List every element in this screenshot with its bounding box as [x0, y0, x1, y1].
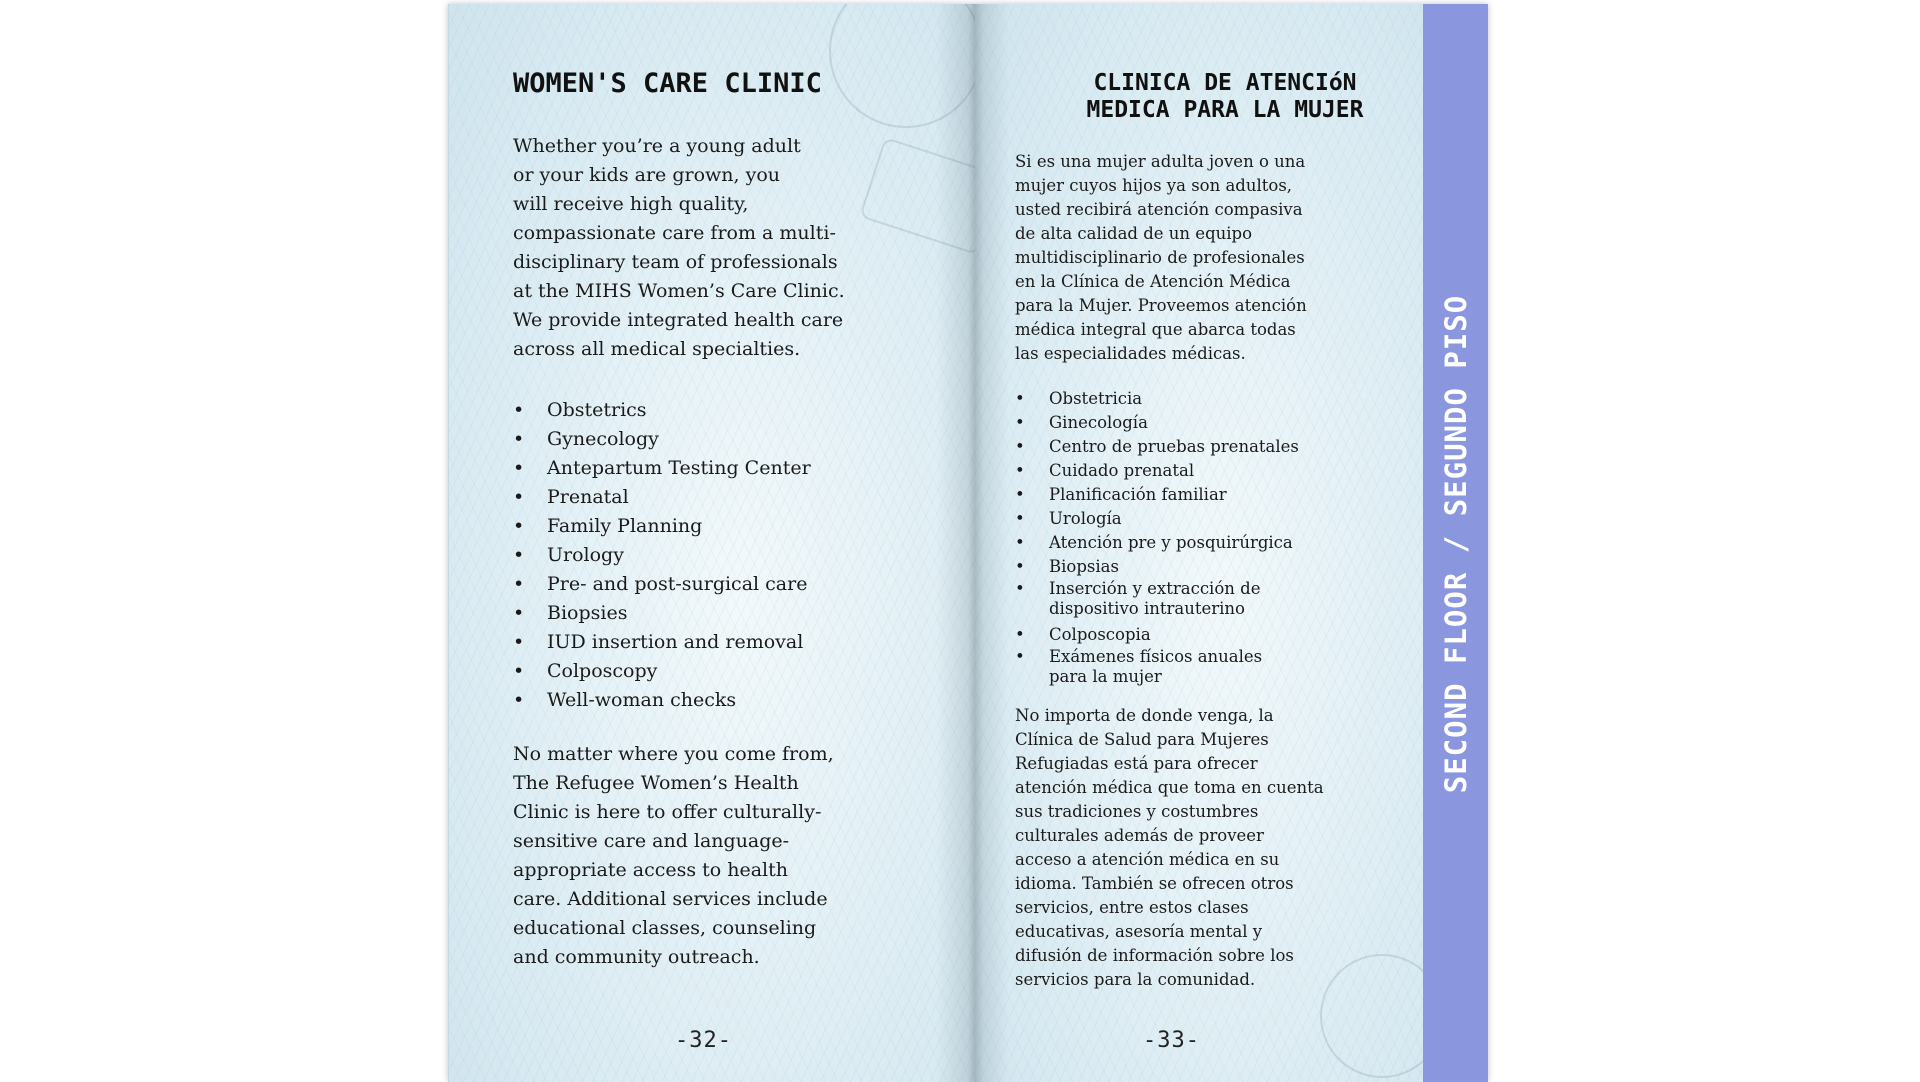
text-line: and community outreach.	[513, 946, 760, 968]
title-line: CLINICA DE ATENCIóN	[1093, 70, 1357, 96]
text-line: Si es una mujer adulta joven o una	[1015, 152, 1306, 171]
list-item: • Atención pre y posquirúrgica	[1015, 531, 1299, 555]
services-list-right	[1015, 387, 1299, 691]
text-line: Refugiadas está para ofrecer	[1015, 754, 1258, 773]
page-left	[448, 4, 976, 1082]
list-item: • Prenatal	[513, 483, 811, 512]
text-line: across all medical specialties.	[513, 338, 801, 360]
list-item: • Centro de pruebas prenatales	[1015, 435, 1299, 459]
floor-label: SECOND FLOOR / SEGUNDO PISO	[1438, 294, 1473, 794]
text-line: will receive high quality,	[513, 193, 749, 215]
text-line: disciplinary team of professionals	[513, 251, 838, 273]
text-line: compassionate care from a multi-	[513, 222, 836, 244]
page-number-left: -32-	[675, 1028, 732, 1053]
text-line: appropriate access to health	[513, 859, 789, 881]
text-line: idioma. También se ofrecen otros	[1015, 874, 1294, 893]
text-line: usted recibirá atención compasiva	[1015, 200, 1303, 219]
text-line: acceso a atención médica en su	[1015, 850, 1280, 869]
page-number-right: -33-	[1143, 1028, 1200, 1053]
services-list-left	[513, 396, 811, 715]
list-item: • Biopsias	[1015, 555, 1299, 579]
list-item: • Colposcopy	[513, 657, 811, 686]
title-line: MEDICA PARA LA MUJER	[1086, 97, 1364, 123]
list-item: • Urology	[513, 541, 811, 570]
text-line: educational classes, counseling	[513, 917, 817, 939]
passport-booklet	[448, 4, 1488, 1082]
list-item: • Obstetrics	[513, 396, 811, 425]
list-item: • Antepartum Testing Center	[513, 454, 811, 483]
text-line: care. Additional services include	[513, 888, 828, 910]
list-item: • IUD insertion and removal	[513, 628, 811, 657]
page-title-right	[1015, 70, 1423, 124]
page-title-left: WOMEN'S CARE CLINIC	[513, 68, 822, 99]
list-item: • Urología	[1015, 507, 1299, 531]
page-right	[975, 4, 1423, 1082]
text-line: Clinic is here to offer culturally-	[513, 801, 822, 823]
text-line: en la Clínica de Atención Médica	[1015, 272, 1291, 291]
list-item	[1015, 647, 1299, 687]
text-line: para la mujer	[1049, 667, 1162, 686]
passport-stamp-decoration	[829, 4, 976, 128]
list-item: • Cuidado prenatal	[1015, 459, 1299, 483]
intro-paragraph-left	[513, 132, 893, 364]
text-line: Clínica de Salud para Mujeres	[1015, 730, 1269, 749]
text-line: No matter where you come from,	[513, 743, 834, 765]
floor-side-tab	[1423, 4, 1488, 1082]
list-item: • Biopsies	[513, 599, 811, 628]
text-line: servicios para la comunidad.	[1015, 970, 1256, 989]
text-line: sensitive care and language-	[513, 830, 790, 852]
closing-paragraph-left	[513, 740, 893, 972]
list-item: • Planificación familiar	[1015, 483, 1299, 507]
text-line: Whether you’re a young adult	[513, 135, 801, 157]
text-line: las especialidades médicas.	[1015, 344, 1246, 363]
text-line: No importa de donde venga, la	[1015, 706, 1274, 725]
text-line: • Inserción y extracción de	[1049, 579, 1261, 598]
text-line: multidisciplinario de profesionales	[1015, 248, 1305, 267]
text-line: We provide integrated health care	[513, 309, 844, 331]
text-line: culturales además de proveer	[1015, 826, 1264, 845]
list-item	[1015, 579, 1299, 619]
text-line: difusión de información sobre los	[1015, 946, 1294, 965]
text-line: educativas, asesoría mental y	[1015, 922, 1263, 941]
text-line: at the MIHS Women’s Care Clinic.	[513, 280, 845, 302]
intro-paragraph-right	[1015, 150, 1395, 366]
text-line: de alta calidad de un equipo	[1015, 224, 1253, 243]
list-item: • Colposcopia	[1015, 623, 1299, 647]
text-line: médica integral que abarca todas	[1015, 320, 1296, 339]
list-item: • Obstetricia	[1015, 387, 1299, 411]
text-line: servicios, entre estos clases	[1015, 898, 1249, 917]
text-line: mujer cuyos hijos ya son adultos,	[1015, 176, 1293, 195]
text-line: para la Mujer. Proveemos atención	[1015, 296, 1307, 315]
text-line: The Refugee Women’s Health	[513, 772, 799, 794]
list-item: • Ginecología	[1015, 411, 1299, 435]
list-item: • Gynecology	[513, 425, 811, 454]
list-item: • Pre- and post-surgical care	[513, 570, 811, 599]
list-item: • Well-woman checks	[513, 686, 811, 715]
text-line: sus tradiciones y costumbres	[1015, 802, 1259, 821]
text-line: • Exámenes físicos anuales	[1049, 647, 1263, 666]
text-line: atención médica que toma en cuenta	[1015, 778, 1324, 797]
closing-paragraph-right	[1015, 704, 1395, 992]
text-line: or your kids are grown, you	[513, 164, 781, 186]
text-line: dispositivo intrauterino	[1049, 599, 1245, 618]
list-item: • Family Planning	[513, 512, 811, 541]
